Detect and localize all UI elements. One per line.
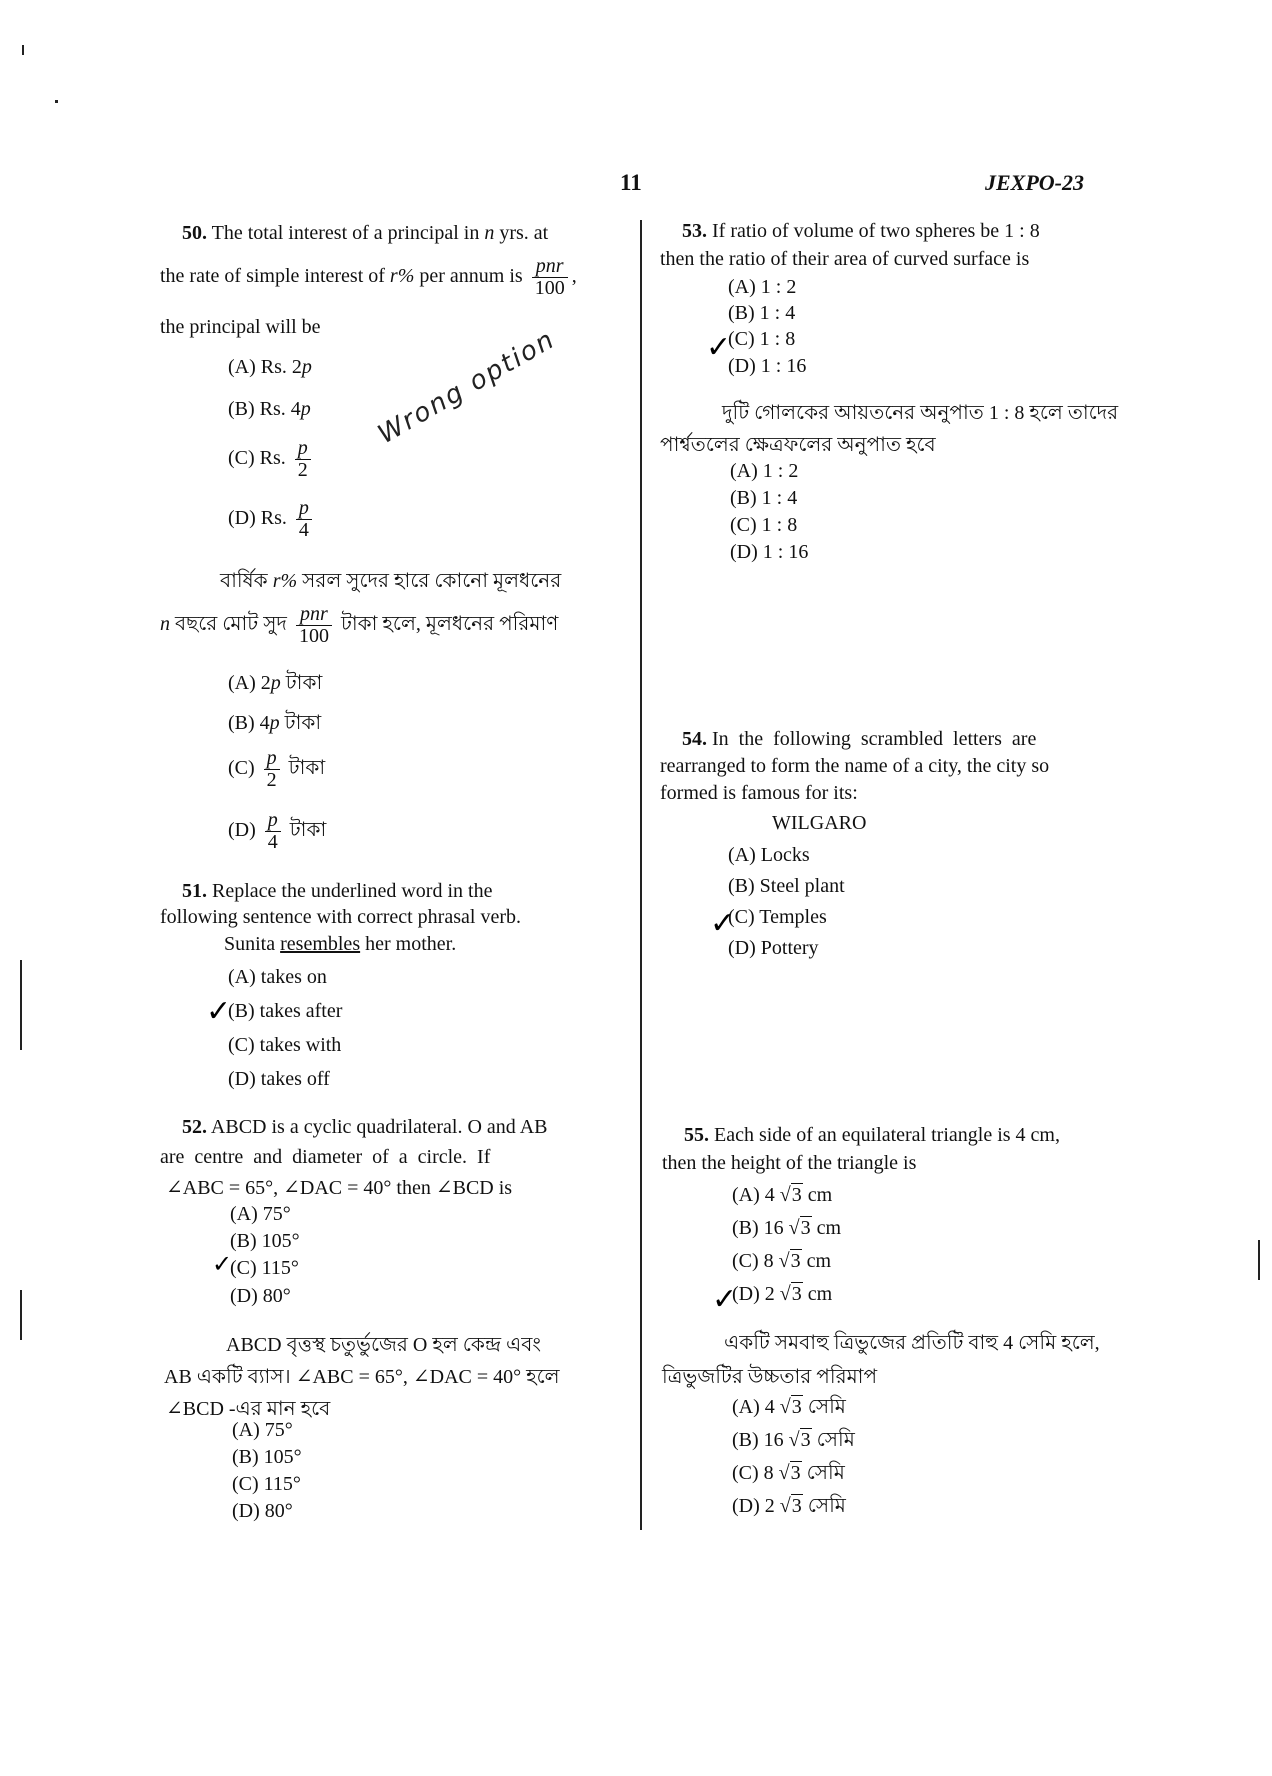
bn-option-c: (C) 115° (232, 1473, 301, 1495)
q52-line1: 52. ABCD is a cyclic quadrilateral. O and AB (182, 1116, 548, 1138)
option-b: (B) takes after (228, 1000, 343, 1022)
q52-line3: ∠ABC = 65°, ∠DAC = 40° then ∠BCD is (166, 1177, 513, 1199)
q55-bn-line2: ত্রিভুজটির উচ্চতার পরিমাপ (662, 1366, 878, 1388)
scrambled-word: WILGARO (772, 812, 867, 834)
q50-bn-line2: n বছরে মোট সুদ $\frac{\text{pnr}}{100}$ টাকা হলে, মূলধনের পরিমাণ (160, 603, 559, 647)
bn-option-a: (A) 75° (232, 1419, 293, 1441)
page-number: 11 (620, 170, 642, 195)
option-a: (A) 75° (230, 1203, 291, 1225)
q50-line3: the principal will be (160, 316, 321, 338)
option-c: (C) 8 √3 cm (732, 1250, 832, 1272)
option-b: (B) 105° (230, 1230, 300, 1252)
option-a: (A) Locks (728, 844, 810, 866)
handwritten-note: Wrong option (373, 324, 561, 450)
option-c: (C) 115° (230, 1257, 299, 1279)
option-a: (A) 4 √3 cm (732, 1184, 833, 1206)
bn-option-d: (D) 1 : 16 (730, 541, 809, 563)
q52-bn-line2: AB একটি ব্যাস। ∠ABC = 65°, ∠DAC = 40° হলে (164, 1366, 560, 1388)
exam-code: JEXPO-23 (985, 170, 1084, 195)
option-c: (C) takes with (228, 1034, 342, 1056)
option-c: (C) Rs. $\frac{p}{2}$ (228, 438, 315, 481)
bn-option-c: (C) 1 : 8 (730, 514, 798, 536)
option-d: (D) Pottery (728, 937, 819, 959)
option-b: (B) Rs. 4p (228, 398, 311, 420)
option-b: (B) 1 : 4 (728, 302, 796, 324)
option-b: (B) 16 √3 cm (732, 1217, 842, 1239)
fraction: $\frac{\text{pnr}}{100}$ (532, 256, 568, 299)
q52-bn-line1: ABCD বৃত্তস্থ চতুর্ভুজের O হল কেন্দ্র এবং (226, 1334, 541, 1356)
option-a: (A) takes on (228, 966, 327, 988)
bn-option-d: (D) 80° (232, 1500, 293, 1522)
tick-mark-icon: ✓ (710, 906, 736, 941)
q53-bn-line1: দুটি গোলকের আয়তনের অনুপাত 1 : 8 হলে তাদের (722, 402, 1119, 424)
q50-line2: the rate of simple interest of r% per annum is $\frac{\text{pnr}}{100}$ , (160, 255, 577, 299)
tick-mark-icon: ✓ (206, 994, 232, 1029)
bn-option-a: (A) 1 : 2 (730, 460, 799, 482)
option-c: (C) Temples (728, 906, 827, 928)
option-a: (A) Rs. 2p (228, 356, 312, 378)
q54-line1: 54. In the following scrambled letters are (682, 728, 1037, 750)
q51-sentence: Sunita resembles her mother. (224, 933, 457, 955)
option-d: (D) 80° (230, 1285, 291, 1307)
bn-option-a: (A) 4 √3 সেমি (732, 1396, 846, 1418)
bn-option-c: (C) 8 √3 সেমি (732, 1462, 845, 1484)
bn-option-d: (D) $\frac{p}{4}$ টাকা (228, 809, 327, 853)
tick-mark-icon: ✓ (212, 1250, 233, 1278)
q54-line2: rearranged to form the name of a city, the city so (660, 755, 1050, 777)
q52-bn-line3: ∠BCD -এর মান হবে (166, 1398, 331, 1420)
q52-line2: are centre and diameter of a circle. If (160, 1146, 491, 1168)
option-c: (C) 1 : 8 (728, 328, 796, 350)
bn-option-a: (A) 2p টাকা (228, 672, 323, 694)
column-divider (640, 220, 642, 1530)
q55-line2: then the height of the triangle is (662, 1152, 917, 1174)
q53-line1: 53. If ratio of volume of two spheres be 1 : 8 (682, 220, 1040, 242)
scan-mark (20, 960, 22, 1050)
bn-option-b: (B) 105° (232, 1446, 302, 1468)
option-d: (D) Rs. $\frac{p}{4}$ (228, 498, 316, 541)
q55-line1: 55. Each side of an equilateral triangle is 4 cm, (684, 1124, 1060, 1146)
q54-line3: formed is famous for its: (660, 782, 858, 804)
q50-bn-line1: বার্ষিক r% সরল সুদের হারে কোনো মূলধনের (220, 570, 562, 592)
q51-line1: 51. Replace the underlined word in the (182, 880, 493, 902)
option-d: (D) 1 : 16 (728, 355, 807, 377)
scan-mark (22, 45, 24, 55)
bn-option-b: (B) 4p টাকা (228, 712, 322, 734)
scan-mark (1258, 1240, 1260, 1280)
q53-line2: then the ratio of their area of curved surface is (660, 248, 1030, 270)
bn-option-c: (C) $\frac{p}{2}$ টাকা (228, 747, 326, 791)
tick-mark-icon: ✓ (706, 330, 732, 365)
scan-mark (55, 100, 58, 103)
bn-option-d: (D) 2 √3 সেমি (732, 1495, 846, 1517)
q55-bn-line1: একটি সমবাহু ত্রিভুজের প্রতিটি বাহু 4 সেমি হলে, (724, 1332, 1100, 1354)
q50-line1: 50. The total interest of a principal in n yrs. at (182, 222, 549, 244)
question-number: 50. (182, 222, 207, 244)
q51-line2: following sentence with correct phrasal verb. (160, 906, 521, 928)
bn-option-b: (B) 1 : 4 (730, 487, 798, 509)
scan-mark (20, 1290, 22, 1340)
option-d: (D) 2 √3 cm (732, 1283, 833, 1305)
option-a: (A) 1 : 2 (728, 276, 797, 298)
q53-bn-line2: পার্শ্বতলের ক্ষেত্রফলের অনুপাত হবে (660, 434, 936, 456)
bn-option-b: (B) 16 √3 সেমি (732, 1429, 855, 1451)
option-d: (D) takes off (228, 1068, 330, 1090)
tick-mark-icon: ✓ (712, 1282, 738, 1317)
option-b: (B) Steel plant (728, 875, 845, 897)
